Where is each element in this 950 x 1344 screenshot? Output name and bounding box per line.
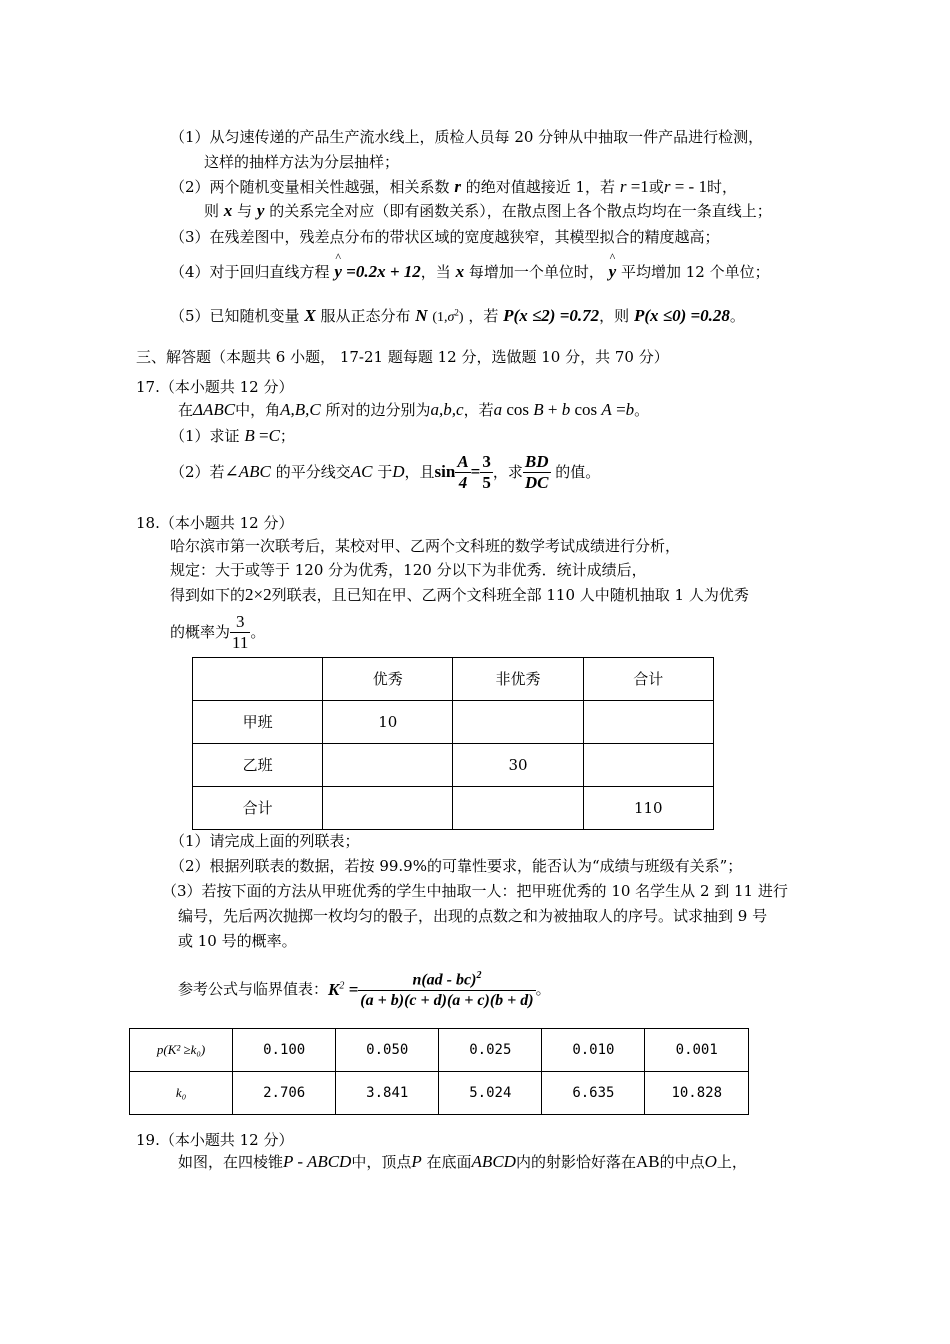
q17-header: 17.（本小题共 12 分） bbox=[136, 378, 294, 396]
table-row bbox=[193, 701, 714, 744]
q18-sub-3-line-3: 或 10 号的概率。 bbox=[178, 932, 297, 950]
q18-sub-1: （1）请完成上面的列联表； bbox=[170, 832, 360, 850]
q19-line-1: 如图，在四棱锥P - ABCD中，顶点P 在底面ABCD内的射影恰好落在AB的中点O上， bbox=[178, 1152, 747, 1171]
q19-header: 19.（本小题共 12 分） bbox=[136, 1131, 294, 1149]
critical-value-table bbox=[129, 1028, 749, 1115]
item-1-line-1: （1）从匀速传递的产品生产流水线上，质检人员每 20 分钟从中抽取一件产品进行检测， bbox=[170, 128, 764, 146]
table-cell bbox=[323, 787, 453, 830]
q18-line-3: 得到如下的2×2列联表，且已知在甲、乙两个文科班全部 110 人中随机抽取 1 人为优秀 bbox=[170, 585, 749, 604]
contingency-table bbox=[192, 657, 714, 830]
table-cell: 合计 bbox=[193, 787, 323, 830]
table-cell bbox=[453, 701, 583, 744]
table-cell bbox=[583, 701, 713, 744]
item-3: （3）在残差图中，残差点分布的带状区域的宽度越狭窄，其模型拟合的精度越高； bbox=[170, 228, 720, 246]
table-cell: 0.010 bbox=[542, 1029, 645, 1072]
q18-line-2: 规定：大于或等于 120 分为优秀，120 分以下为非优秀．统计成绩后， bbox=[170, 561, 647, 579]
critical-row-p bbox=[130, 1029, 749, 1072]
table-cell: p(K² ≥k₀) bbox=[130, 1029, 233, 1072]
table-cell: 0.050 bbox=[336, 1029, 439, 1072]
table-cell bbox=[323, 744, 453, 787]
table-cell: 10.828 bbox=[645, 1072, 749, 1115]
table-cell: 0.100 bbox=[233, 1029, 336, 1072]
table-cell: 6.635 bbox=[542, 1072, 645, 1115]
table-cell bbox=[193, 658, 323, 701]
table-cell: 甲班 bbox=[193, 701, 323, 744]
table-cell: 非优秀 bbox=[453, 658, 583, 701]
q17-intro: 在ΔABC中，角A,B,C 所对的边分别为a,b,c，若a cos B + b cos A =b。 bbox=[178, 400, 650, 419]
table-cell: k₀ bbox=[130, 1072, 233, 1115]
item-2-line-2: 则 x 与 y 的关系完全对应（即有函数关系），在散点图上各个散点均均在一条直线上； bbox=[204, 201, 772, 220]
table-header-row bbox=[193, 658, 714, 701]
q18-line-4: 的概率为 $\frac{3}{11}$ 。 bbox=[170, 612, 266, 653]
table-cell: 合计 bbox=[583, 658, 713, 701]
table-cell: 0.001 bbox=[645, 1029, 749, 1072]
q18-sub-3-line-2: 编号，先后两次抛掷一枚均匀的骰子，出现的点数之和为被抽取人的序号。试求抽到 9 号 bbox=[178, 907, 768, 925]
table-row bbox=[193, 787, 714, 830]
table-cell bbox=[583, 744, 713, 787]
item-5: （5）已知随机变量 X 服从正态分布 N $(1,\sigma^2)$ ，若 P(x ≤2) =0.72，则 P(x ≤0) =0.28。 bbox=[170, 306, 745, 325]
item-4: （4）对于回归直线方程 ^ y =0.2x + 12，当 x 每增加一个单位时， ^ y 平均增加 12 个单位； bbox=[170, 262, 770, 282]
table-cell: 2.706 bbox=[233, 1072, 336, 1115]
q17-part-2: （2）若∠ABC 的平分线交AC 于D，且sin $\frac{A}{4}$ = $\frac{3}{5}$ ，求 $\frac{BD}{DC}$ 的值。 bbox=[170, 452, 601, 493]
critical-row-k bbox=[130, 1072, 749, 1115]
item-2-line-1: （2）两个随机变量相关性越强，相关系数 r 的绝对值越接近 1，若 r =1或r = - 1时， bbox=[170, 177, 737, 196]
table-cell: 优秀 bbox=[323, 658, 453, 701]
table-cell: 10 bbox=[323, 701, 453, 744]
q17-part-1: （1）求证 B =C； bbox=[170, 426, 295, 445]
item-1-line-2: 这样的抽样方法为分层抽样； bbox=[204, 153, 400, 171]
section-3-heading: 三、解答题（本题共 6 小题， 17-21 题每题 12 分，选做题 10 分，共 70 分） bbox=[136, 348, 669, 366]
q18-header: 18.（本小题共 12 分） bbox=[136, 514, 294, 532]
table-cell: 30 bbox=[453, 744, 583, 787]
q18-sub-3-line-1: （3）若按下面的方法从甲班优秀的学生中抽取一人：把甲班优秀的 10 名学生从 2 到 11 进行 bbox=[162, 882, 788, 900]
table-cell: 0.025 bbox=[439, 1029, 542, 1072]
table-cell: 5.024 bbox=[439, 1072, 542, 1115]
q18-sub-2: （2）根据列联表的数据，若按 99.9%的可靠性要求，能否认为“成绩与班级有关系”； bbox=[170, 857, 743, 875]
table-cell bbox=[453, 787, 583, 830]
table-cell: 乙班 bbox=[193, 744, 323, 787]
table-row bbox=[193, 744, 714, 787]
q18-line-1: 哈尔滨市第一次联考后，某校对甲、乙两个文科班的数学考试成绩进行分析， bbox=[170, 537, 681, 555]
table-cell: 3.841 bbox=[336, 1072, 439, 1115]
reference-formula: 参考公式与临界值表：$K^2$ = $\frac{n(ad - bc)^2}{(a + b)(c + d)(a + c)(b + d)}$ 。 bbox=[178, 970, 551, 1009]
table-cell: 110 bbox=[583, 787, 713, 830]
